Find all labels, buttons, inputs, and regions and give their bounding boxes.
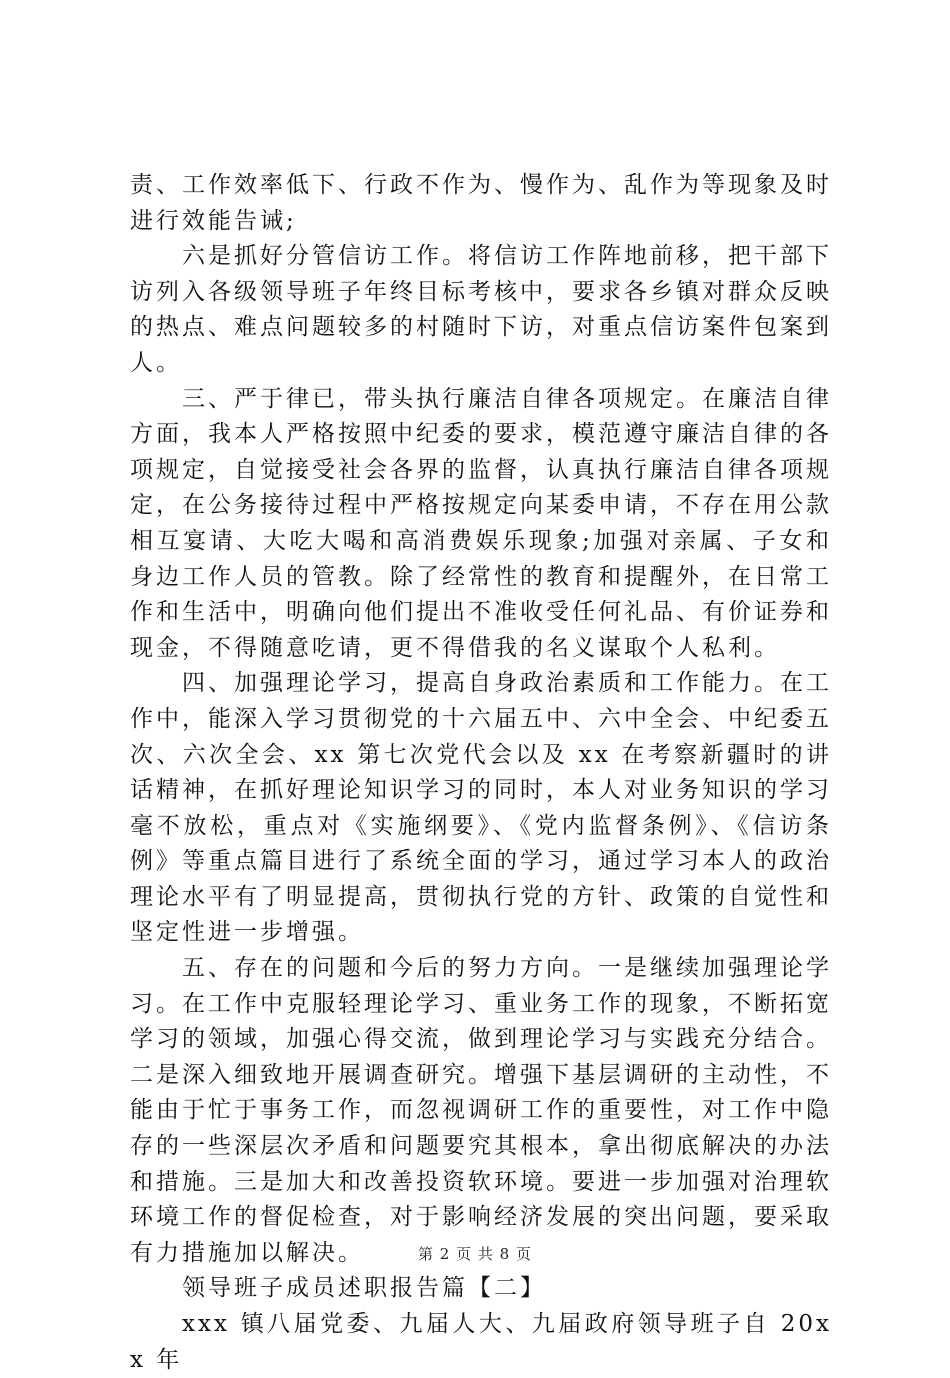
paragraph-continuation: 责、工作效率低下、行政不作为、慢作为、乱作为等现象及时进行效能告诫; [130, 172, 832, 234]
paragraph-problems-direction: 五、存在的问题和今后的努力方向。一是继续加强理论学习。在工作中克服轻理论学习、重业务工作的现象，不断拓宽学习的领域，加强心得交流，做到理论学习与实践充分结合。二是深入细致地开展调查研究。增强下基层调研的主动性，不能由于忙于事务工作，而忽视调研工作的重要性，对工作中隐存的一些深层次矛盾和问题要究其根本，拿出彻底解决的办法和措施。三是加大和改善投资软环境。要进一步加强对治理软环境工作的督促检查，对于影响经济发展的突出问题，要采取有力措施加以解决。 [130, 955, 832, 1266]
paragraph-self-discipline: 三、严于律已，带头执行廉洁自律各项规定。在廉洁自律方面，我本人严格按照中纪委的要求，模范遵守廉洁自律的各项规定，自觉接受社会各界的监督，认真执行廉洁自律各项规定，在公务接待过程中严格按规定向某委申请，不存在用公款相互宴请、大吃大喝和高消费娱乐现象;加强对亲属、子女和身边工作人员的管教。除了经常性的教育和提醒外，在日常工作和生活中，明确向他们提出不准收受任何礼品、有价证券和现金，不得随意吃请，更不得借我的名义谋取个人私利。 [130, 385, 832, 661]
paragraph-petition-work: 六是抓好分管信访工作。将信访工作阵地前移，把干部下访列入各级领导班子年终目标考核中，要求各乡镇对群众反映的热点、难点问题较多的村随时下访，对重点信访案件包案到人。 [130, 243, 832, 376]
document-body [130, 168, 832, 1378]
paragraph-report-two-start: xxx 镇八届党委、九届人大、九届政府领导班子自 20xx 年 [130, 1311, 832, 1373]
paragraph-theory-study: 四、加强理论学习，提高自身政治素质和工作能力。在工作中，能深入学习贯彻党的十六届五中、六中全会、中纪委五次、六次全会、xx 第七次党代会以及 xx 在考察新疆时的讲话精神，在抓好理论知识学习的同时，本人对业务知识的学习毫不放松，重点对《实施纲要》、《党内监督条例》、《信访条例》等重点篇目进行了系统全面的学习，通过学习本人的政治理论水平有了明显提高，贯彻执行党的方针、政策的自觉性和坚定性进一步增强。 [130, 670, 832, 946]
section-heading: 领导班子成员述职报告篇【二】 [182, 1275, 546, 1302]
page-footer: 第 2 页 共 8 页 [418, 1245, 532, 1263]
